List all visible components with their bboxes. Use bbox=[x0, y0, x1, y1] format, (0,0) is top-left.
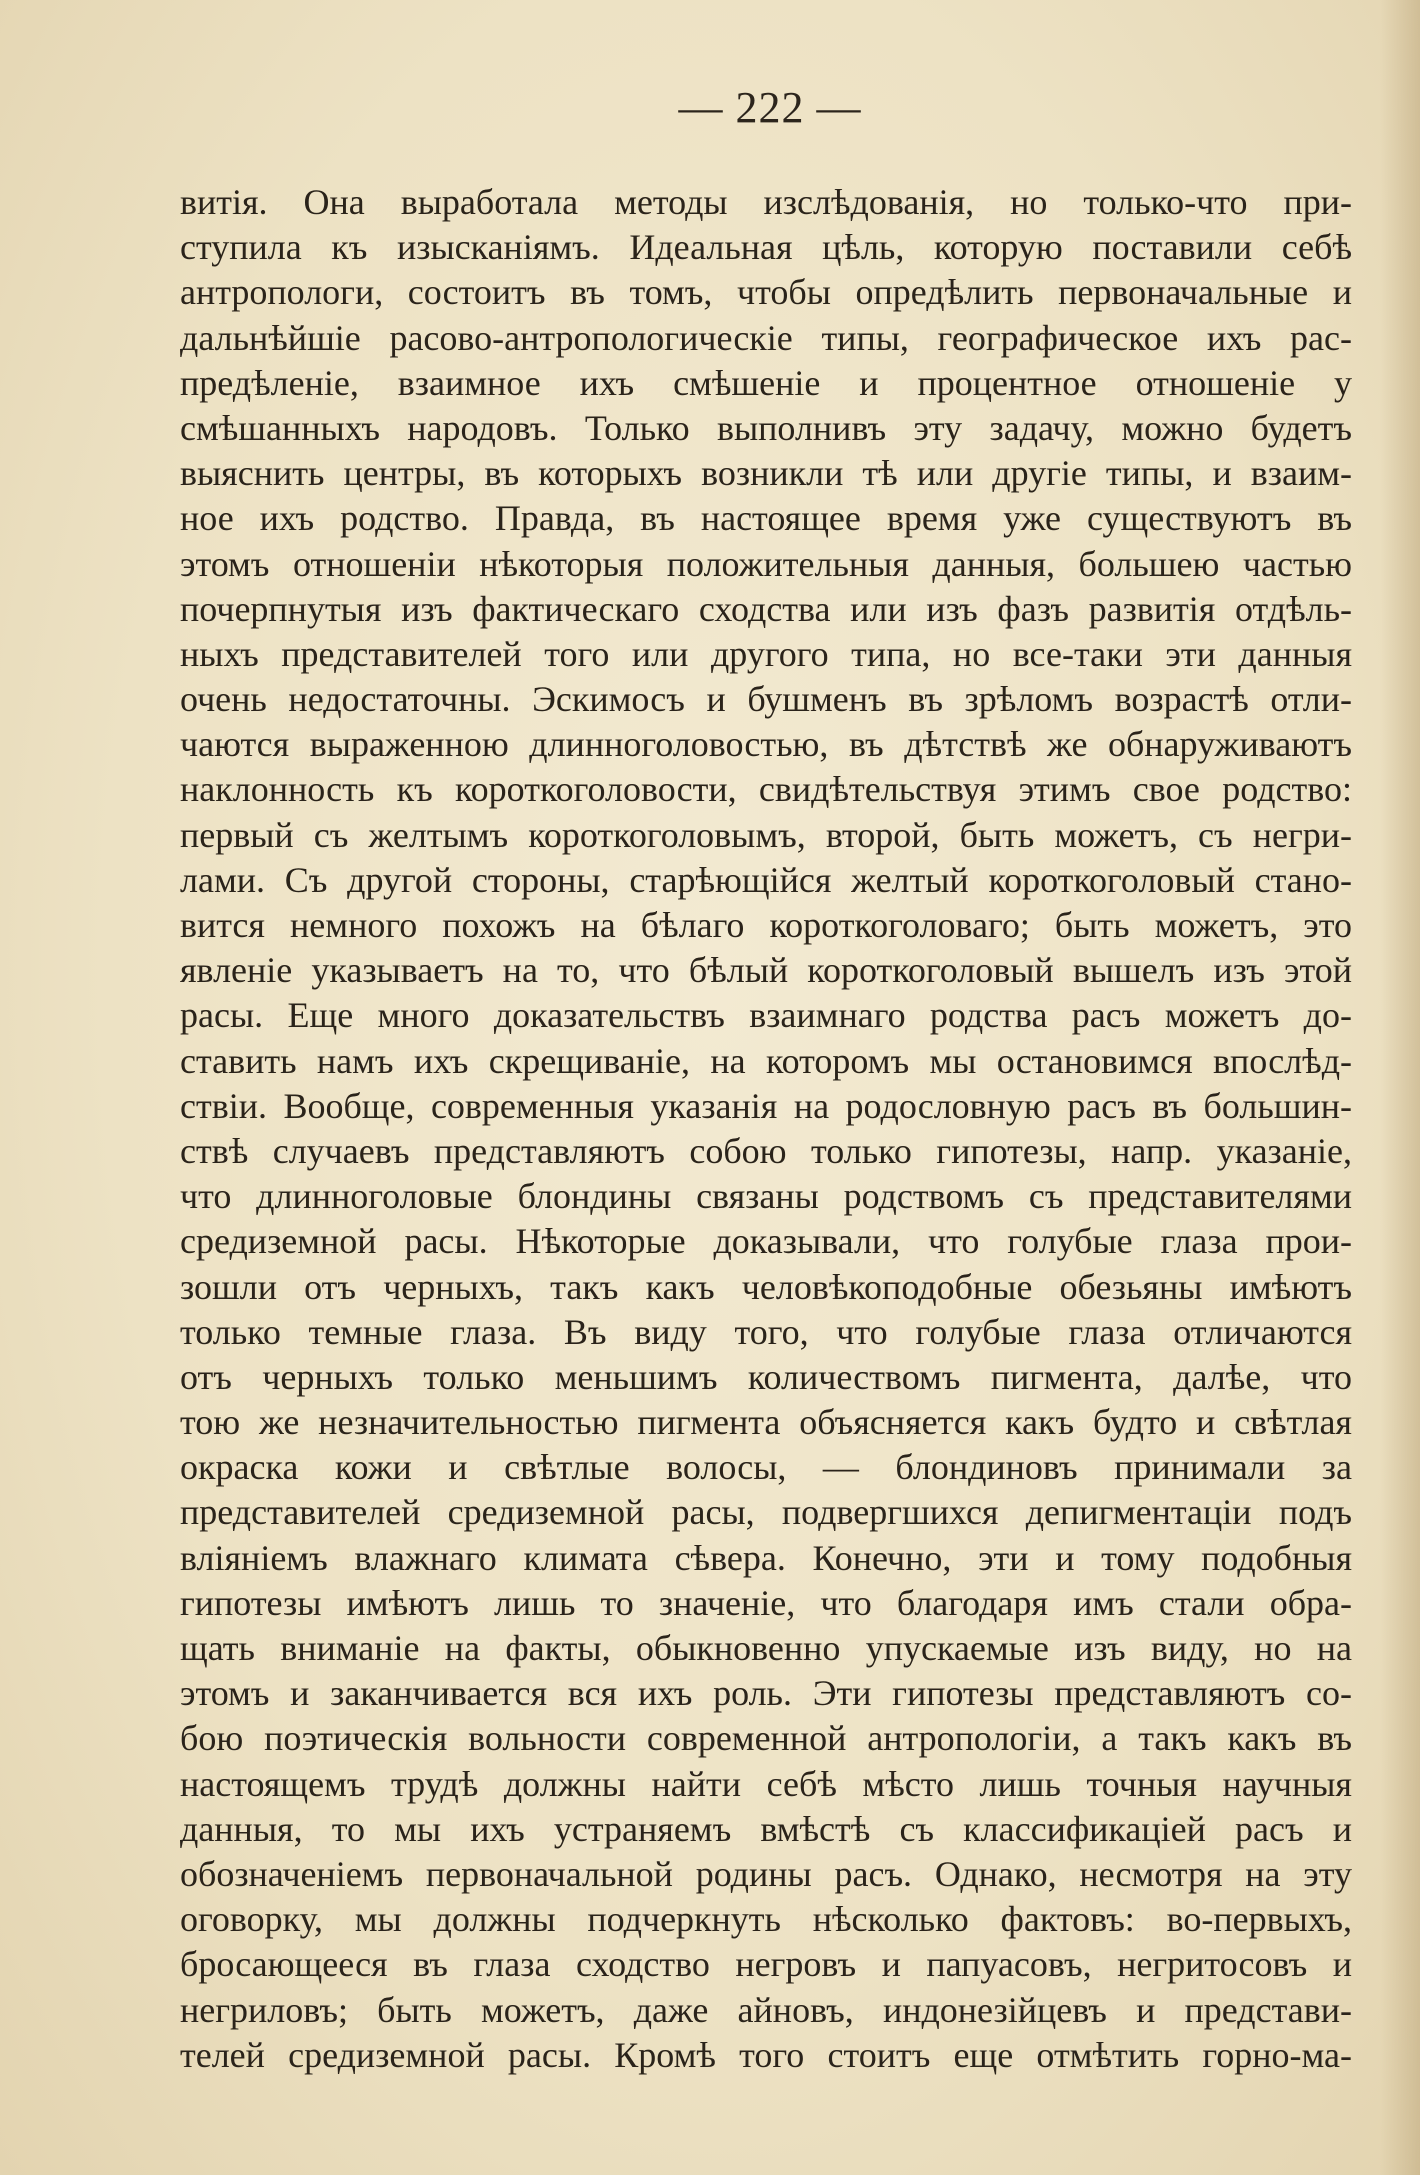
text-line: гипотезы имѣютъ лишь то значеніе, что благодаря имъ стали обра- bbox=[180, 1582, 1352, 1623]
body-text bbox=[180, 180, 1352, 2078]
text-line: ставить намъ ихъ скрещиваніе, на которомъ мы остановимся впослѣд- bbox=[180, 1040, 1352, 1081]
text-line: щать вниманіе на факты, обыкновенно упускаемые изъ виду, но на bbox=[180, 1628, 1352, 1668]
text-line: обозначеніемъ первоначальной родины расъ. Однако, несмотря на эту bbox=[180, 1853, 1352, 1894]
text-line: негриловъ; быть можетъ, даже айновъ, индонезійцевъ и представи- bbox=[180, 1989, 1352, 2030]
text-line: что длинноголовые блондины связаны родствомъ съ представителями bbox=[180, 1176, 1352, 1217]
text-line: отъ черныхъ только меньшимъ количествомъ пигмента, далѣе, что bbox=[180, 1356, 1352, 1397]
text-line: зошли отъ черныхъ, такъ какъ человѣкоподобные обезьяны имѣютъ bbox=[180, 1266, 1352, 1307]
text-line: явленіе указываетъ на то, что бѣлый короткоголовый вышелъ изъ этой bbox=[180, 950, 1352, 991]
text-line: чаются выраженною длинноголовостью, въ дѣтствѣ же обнаруживаютъ bbox=[180, 724, 1352, 765]
text-line: только темные глаза. Въ виду того, что голубые глаза отличаются bbox=[180, 1311, 1352, 1352]
text-line: смѣшанныхъ народовъ. Только выполнивъ эту задачу, можно будетъ bbox=[180, 407, 1352, 448]
text-line: лами. Съ другой стороны, старѣющійся желтый короткоголовый стано- bbox=[180, 859, 1352, 900]
text-line: дальнѣйшіе расово-антропологическіе типы, географическое ихъ рас- bbox=[180, 317, 1352, 358]
text-line: бою поэтическія вольности современной антропологіи, а такъ какъ въ bbox=[180, 1718, 1352, 1759]
text-line: бросающееся въ глаза сходство негровъ и папуасовъ, негритосовъ и bbox=[180, 1944, 1352, 1985]
text-line: настоящемъ трудѣ должны найти себѣ мѣсто лишь точныя научныя bbox=[180, 1763, 1352, 1804]
text-line: вится немного похожъ на бѣлаго короткоголоваго; быть можетъ, это bbox=[180, 905, 1352, 945]
text-line: ступила къ изысканіямъ. Идеальная цѣль, которую поставили себѣ bbox=[180, 227, 1352, 268]
text-line: ствѣ случаевъ представляютъ собою только гипотезы, напр. указаніе, bbox=[180, 1130, 1352, 1171]
text-line: данныя, то мы ихъ устраняемъ вмѣстѣ съ классификаціей расъ и bbox=[180, 1808, 1352, 1849]
text-line: наклонность къ короткоголовости, свидѣтельствуя этимъ свое родство: bbox=[180, 769, 1352, 810]
text-line: вліяніемъ влажнаго климата сѣвера. Конечно, эти и тому подобныя bbox=[180, 1537, 1352, 1578]
text-line: ныхъ представителей того или другого типа, но все-таки эти данныя bbox=[180, 633, 1352, 674]
text-line: расы. Еще много доказательствъ взаимнаго родства расъ можетъ до- bbox=[180, 995, 1352, 1036]
text-line: витія. Она выработала методы изслѣдованія, но только-что при- bbox=[180, 182, 1352, 222]
text-line: представителей средиземной расы, подвергшихся депигментаціи подъ bbox=[180, 1492, 1352, 1533]
text-line: окраска кожи и свѣтлые волосы, — блондиновъ принимали за bbox=[180, 1447, 1352, 1488]
text-line: оговорку, мы должны подчеркнуть нѣсколько фактовъ: во-первыхъ, bbox=[180, 1899, 1352, 1940]
text-line: очень недостаточны. Эскимосъ и бушменъ въ зрѣломъ возрастѣ отли- bbox=[180, 679, 1352, 720]
text-line: ное ихъ родство. Правда, въ настоящее время уже существуютъ въ bbox=[180, 498, 1352, 539]
text-line: телей средиземной расы. Кромѣ того стоитъ еще отмѣтить горно-ма- bbox=[180, 2034, 1352, 2075]
text-line: антропологи, состоитъ въ томъ, чтобы опредѣлить первоначальные и bbox=[180, 272, 1352, 313]
text-line: тою же незначительностью пигмента объясняется какъ будто и свѣтлая bbox=[180, 1402, 1352, 1443]
text-line: почерпнутыя изъ фактическаго сходства или изъ фазъ развитія отдѣль- bbox=[180, 588, 1352, 629]
text-line: средиземной расы. Нѣкоторые доказывали, что голубые глаза прои- bbox=[180, 1221, 1352, 1262]
text-line: выяснить центры, въ которыхъ возникли тѣ или другіе типы, и взаим- bbox=[180, 453, 1352, 494]
text-line: этомъ отношеніи нѣкоторыя положительныя данныя, большею частью bbox=[180, 543, 1352, 584]
text-line: первый съ желтымъ короткоголовымъ, второй, быть можетъ, съ негри- bbox=[180, 814, 1352, 855]
text-line: предѣленіе, взаимное ихъ смѣшеніе и процентное отношеніе у bbox=[180, 362, 1352, 403]
text-line: этомъ и заканчивается вся ихъ роль. Эти гипотезы представляютъ со- bbox=[180, 1673, 1352, 1714]
text-line: ствіи. Вообще, современныя указанія на родословную расъ въ большин- bbox=[180, 1085, 1352, 1126]
page-number: — 222 — bbox=[678, 83, 862, 132]
